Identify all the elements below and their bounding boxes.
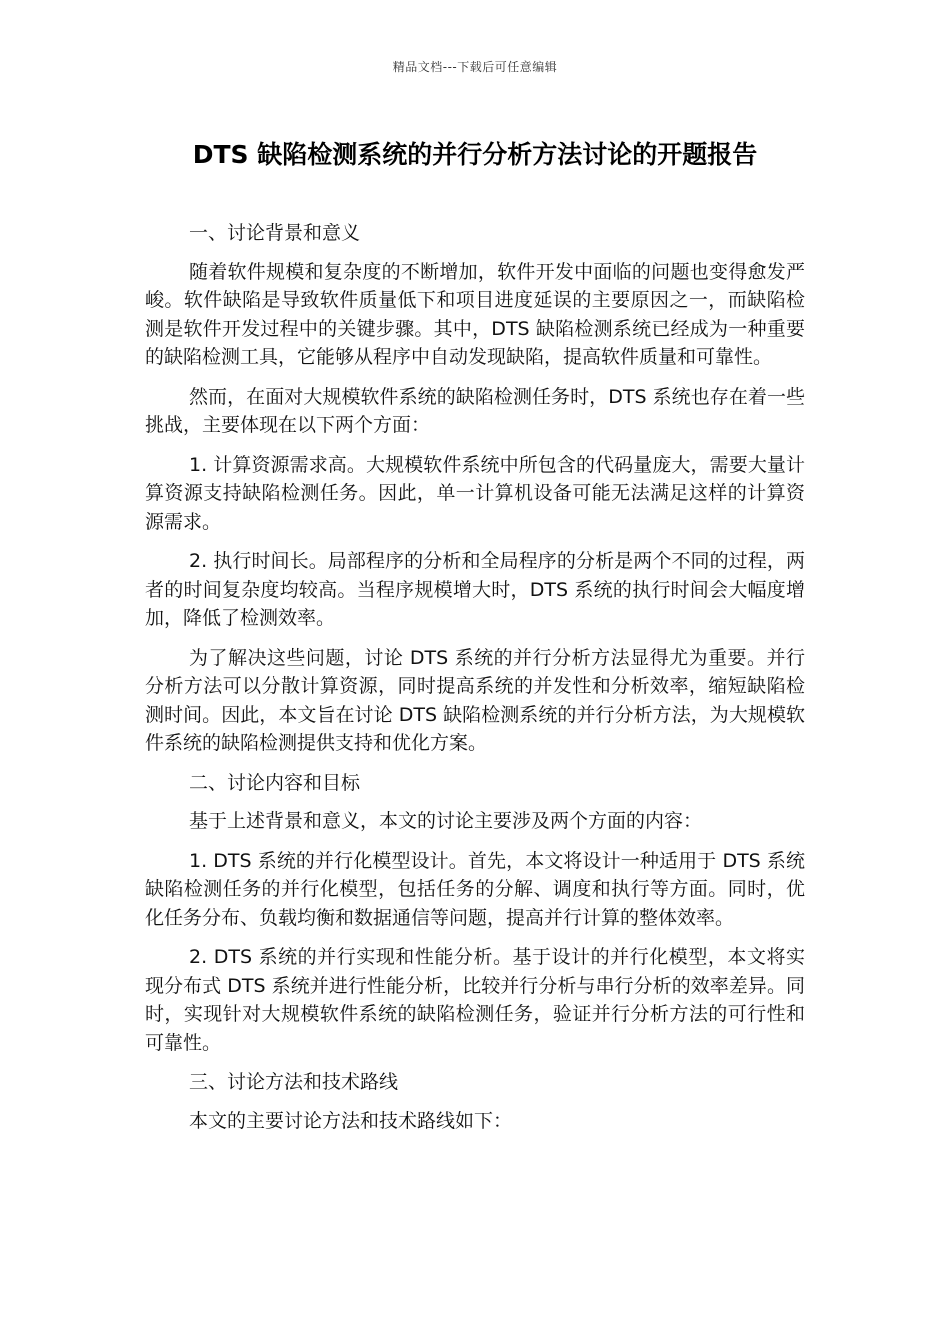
document-title: DTS 缺陷检测系统的并行分析方法讨论的开题报告 <box>192 140 758 169</box>
paragraph-content-model-design: 1. DTS 系统的并行化模型设计。首先，本文将设计一种适用于 DTS 系统缺陷检测任务的并行化模型，包括任务的分解、调度和执行等方面。同时，优化任务分布、负载均衡和数据通信等问题，提高并行计算的整体效率。 <box>145 849 805 929</box>
paragraph-content-intro: 基于上述背景和意义，本文的讨论主要涉及两个方面的内容： <box>189 810 703 832</box>
paragraph-purpose: 为了解决这些问题，讨论 DTS 系统的并行分析方法显得尤为重要。并行分析方法可以分散计算资源，同时提高系统的并发性和分析效率，缩短缺陷检测时间。因此，本文旨在讨论 DTS 缺陷检测系统的并行分析方法，为大规模软件系统的缺陷检测提供支持和优化方案。 <box>145 646 805 754</box>
section-heading-background: 一、讨论背景和意义 <box>189 222 361 244</box>
paragraph-background-intro: 随着软件规模和复杂度的不断增加，软件开发中面临的问题也变得愈发严峻。软件缺陷是导致软件质量低下和项目进度延误的主要原因之一，而缺陷检测是软件开发过程中的关键步骤。其中，DTS 缺陷检测系统已经成为一种重要的缺陷检测工具，它能够从程序中自动发现缺陷，提高软件质量和可靠性。 <box>145 260 805 368</box>
paragraph-challenge-resources: 1. 计算资源需求高。大规模软件系统中所包含的代码量庞大，需要大量计算资源支持缺陷检测任务。因此，单一计算机设备可能无法满足这样的计算资源需求。 <box>145 453 805 533</box>
paragraph-methods-intro: 本文的主要讨论方法和技术路线如下： <box>189 1109 513 1132</box>
section-heading-content-goals: 二、讨论内容和目标 <box>189 771 361 794</box>
paragraph-challenge-time: 2. 执行时间长。局部程序的分析和全局程序的分析是两个不同的过程，两者的时间复杂度均较高。当程序规模增大时，DTS 系统的执行时间会大幅度增加，降低了检测效率。 <box>145 550 805 629</box>
paragraph-challenges-intro: 然而，在面对大规模软件系统的缺陷检测任务时，DTS 系统也存在着一些挑战，主要体现在以下两个方面： <box>145 385 805 436</box>
page-header: 精品文档---下载后可任意编辑 <box>392 60 558 74</box>
document-body <box>145 214 805 1146</box>
paragraph-content-implementation: 2. DTS 系统的并行实现和性能分析。基于设计的并行化模型，本文将实现分布式 DTS 系统并进行性能分析，比较并行分析与串行分析的效率差异。同时，实现针对大规模软件系统的缺陷检测任务，验证并行分析方法的可行性和可靠性。 <box>145 946 805 1054</box>
section-heading-methods: 三、讨论方法和技术路线 <box>189 1071 399 1093</box>
